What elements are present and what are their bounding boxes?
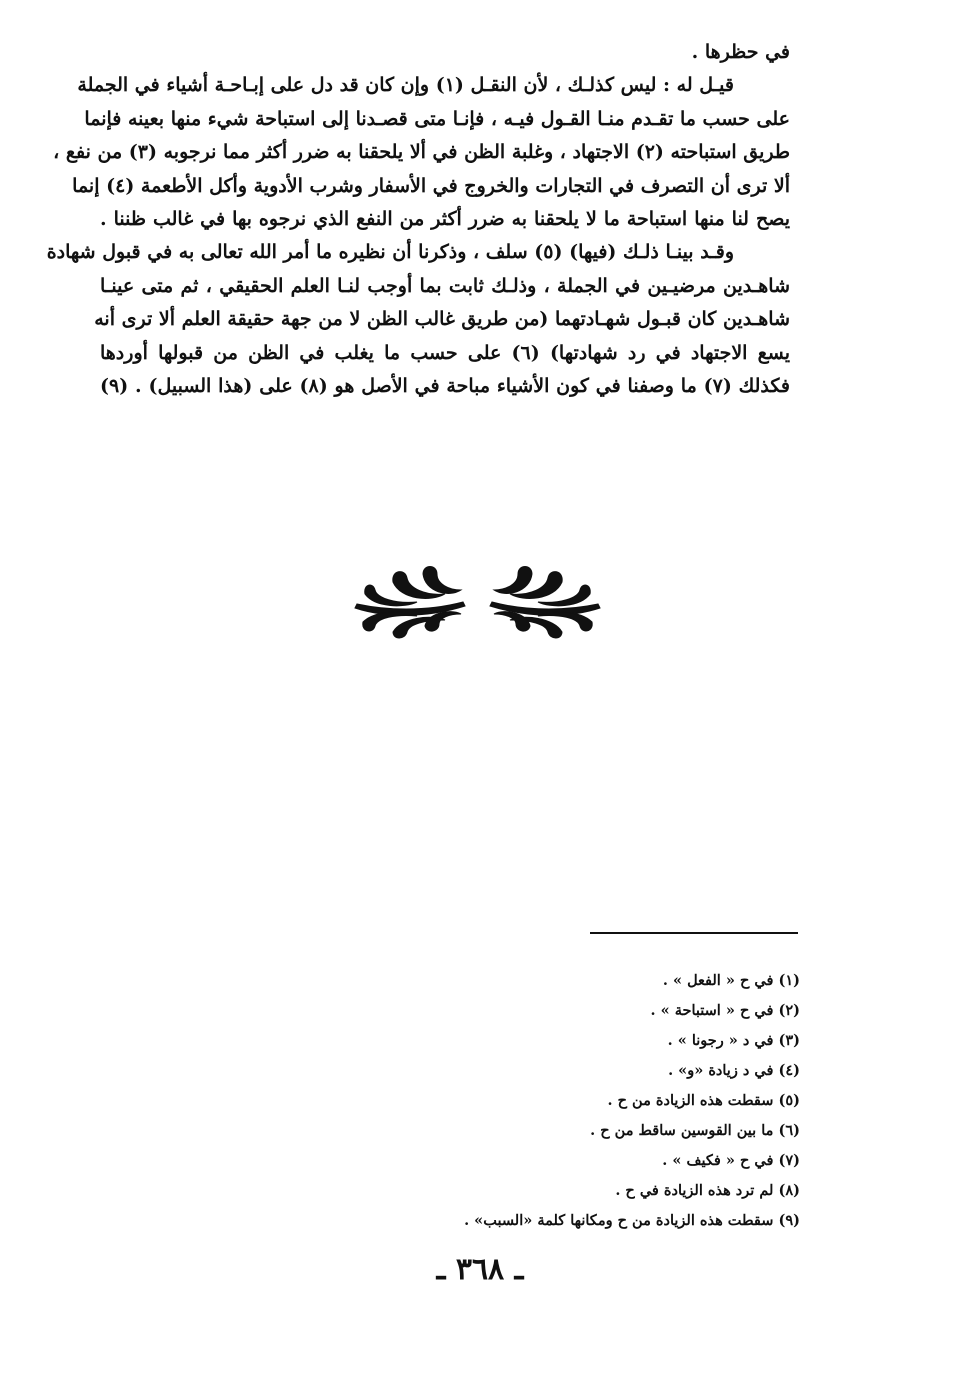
footnote-1: (١) في ح « الفعل » . [662, 972, 800, 989]
text-line-3: على حسب ما تقـدم منـا القـول فيـه ، فإنـا متى قصـدنا إلى استباحة شيء منها بعينه فإنما [84, 107, 790, 130]
footnote-9: (٩) سقطت هذه الزيادة من ح ومكانها كلمة «السبب» . [464, 1212, 800, 1229]
footnote-7: (٧) في ح « فكيف » . [662, 1152, 800, 1169]
text-line-11: فكذلك (٧) ما وصفنا في كون الأشياء مباحة في الأصل هو (٨) على (هذا السبيل) . (٩) [100, 375, 790, 398]
text-line-8: شاهـدين مرضيـين في الجملة ، وذلـك ثابت بما أوجب لنـا العلم الحقيقي ، ثم متى عينـا [100, 274, 790, 297]
text-line-9: شاهـدين كان قبـول شهـادتهما (من طريق غالب الظن لا من جهة حقيقة العلم ألا ترى أنه [94, 308, 790, 331]
footnote-5: (٥) سقطت هذه الزيادة من ح . [607, 1092, 800, 1109]
footnote-4: (٤) في د زيادة «و» . [668, 1062, 800, 1079]
footnote-6: (٦) ما بين القوسين ساقط من ح . [590, 1122, 800, 1139]
ornament-right-wing [490, 567, 600, 639]
text-line-6: يصح لنا منها استباحة ما لا يلحقنا به ضرر أكثر من النفع الذي نرجوه بها في غالب ظننا . [100, 208, 790, 231]
text-line-5: ألا ترى أن التصرف في التجارات والخروج في الأسفار وشرب الأدوية وأكل الأطعمة (٤) إنما [72, 174, 790, 197]
floral-divider-ornament-icon [345, 560, 610, 640]
text-line-7: وقـد بينـا ذلـك (فيها) (٥) سلف ، وذكرنا أن نظيره ما أمر الله تعالى به في قبول شهادة [46, 241, 734, 264]
main-text [46, 36, 791, 403]
footnote-2: (٢) في ح « استباحة » . [650, 1002, 800, 1019]
footnote-3: (٣) في د « رجونا » . [667, 1032, 800, 1049]
text-line-1: في حظرها . [691, 41, 790, 63]
text-line-2: قيـل له : ليس كذلـك ، لأن النقـل (١) وإن كان قد دل على إبـاحـة أشياء في الجملة [77, 74, 734, 97]
text-line-4: طريق استباحته (٢) الاجتهاد ، وغلبة الظن في ألا يلحقنا به ضرر أكثر مما نرجوبه (٣) من نفع ، [53, 141, 790, 164]
page-number: ـ ٣٦٨ ـ [436, 1252, 524, 1287]
footnote-separator [590, 932, 798, 934]
footnote-8: (٨) لم ترد هذه الزيادة في ح . [615, 1182, 800, 1199]
ornament-left-wing [355, 567, 465, 639]
text-line-10: يسع الاجتهاد في رد شهادتها) (٦) على حسب ما يغلب في الظن من قبولها أوردها [100, 341, 791, 364]
footnotes-list [380, 966, 800, 1236]
